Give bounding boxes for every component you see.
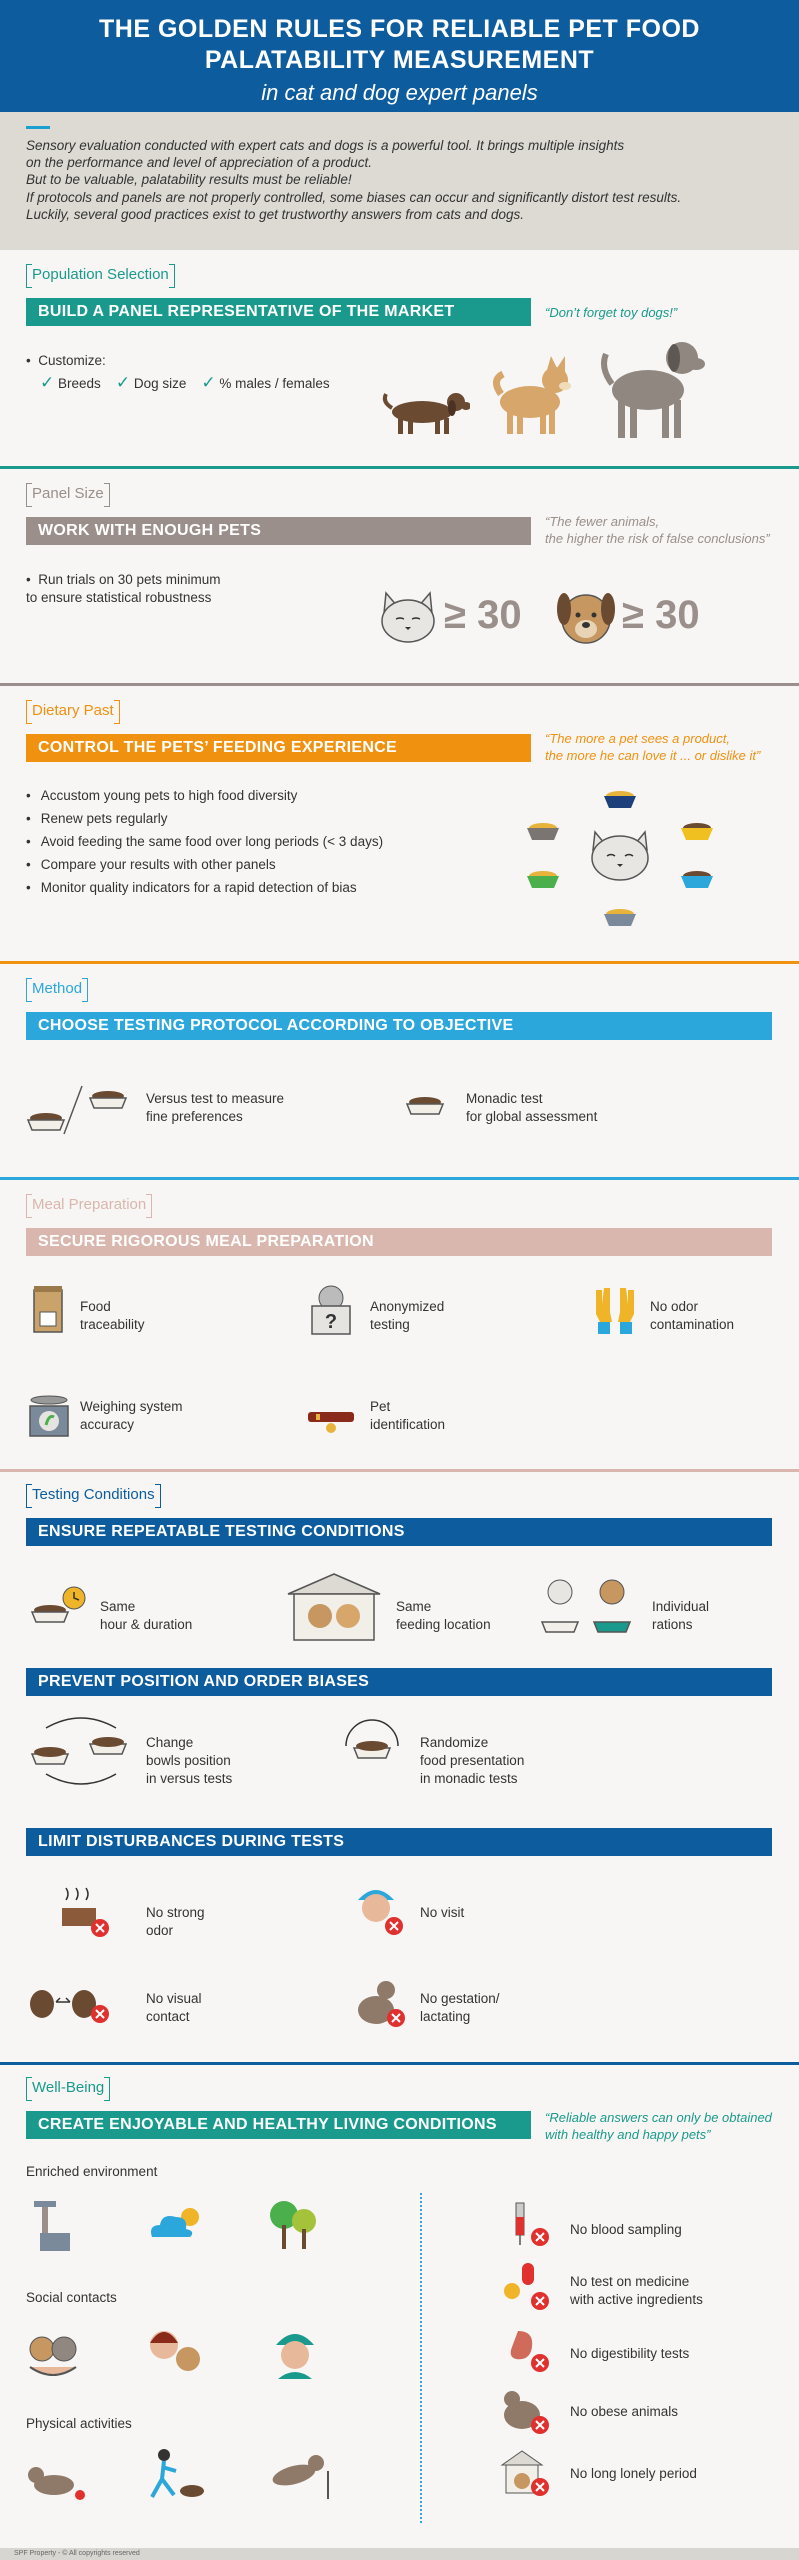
section-label: Dietary Past <box>26 700 120 722</box>
dachshund-icon <box>380 380 470 440</box>
bullet-item: • Renew pets regularly <box>26 807 383 830</box>
enriched-heading: Enriched environment <box>26 2164 158 2179</box>
disturbance-item-text: No visit <box>420 1905 465 1920</box>
section-banner: SECURE RIGOROUS MEAL PREPARATION <box>26 1228 772 1256</box>
cat-with-food-bowls-icon <box>525 786 715 936</box>
meal-item-text: Food traceability <box>80 1299 145 1332</box>
monadic-test-bowl-icon <box>400 1092 450 1122</box>
weather-icon <box>144 2203 208 2243</box>
check-icon: ✓ <box>40 373 55 392</box>
shiba-dog-icon <box>485 350 575 440</box>
section-label: Panel Size <box>26 483 110 505</box>
page-header <box>0 0 799 112</box>
bullet-item: • Monitor quality indicators for a rapid detection of bias <box>26 876 383 899</box>
bullet-item: • Avoid feeding the same food over long periods (< 3 days) <box>26 830 383 853</box>
section-banner: CREATE ENJOYABLE AND HEALTHY LIVING CONDITIONS <box>26 2111 531 2139</box>
cat-tree-icon <box>30 2197 74 2253</box>
section-population <box>0 250 799 468</box>
section-quote: “Reliable answers can only be obtained with healthy and happy pets” <box>545 2110 772 2142</box>
intro-line: Luckily, several good practices exist to get trustworthy answers from cats and dogs. <box>26 206 524 222</box>
intro-line: But to be valuable, palatability results must be reliable! <box>26 172 352 188</box>
lonely-pet-house-icon <box>500 2449 552 2497</box>
cat-face-icon <box>378 589 438 645</box>
pet-collar-icon <box>306 1408 356 1436</box>
meal-item-text: Anonymized testing <box>370 1299 445 1332</box>
section-banner: CHOOSE TESTING PROTOCOL ACCORDING TO OBJECTIVE <box>26 1012 772 1040</box>
dietary-bullet-list <box>26 784 383 899</box>
section-label: Population Selection <box>26 264 175 286</box>
randomize-bowl-icon <box>338 1716 408 1776</box>
check-list <box>40 374 330 393</box>
visitor-icon <box>352 1882 408 1938</box>
no-item-text: No blood sampling <box>570 2222 682 2237</box>
versus-test-bowls-icon <box>24 1080 136 1136</box>
meal-item-text: No odor contamination <box>650 1299 735 1332</box>
section-quote: “Don’t forget toy dogs!” <box>545 305 678 320</box>
medicine-icon <box>502 2261 552 2311</box>
intro-line: on the performance and level of appreciation of a product. <box>26 155 372 171</box>
section-label: Testing Conditions <box>26 1484 161 1506</box>
monadic-test-text: Monadic test for global assessment <box>466 1091 598 1124</box>
intro-line: Sensory evaluation conducted with expert cats and dogs is a powerful tool. It brings multiple insights <box>26 138 625 153</box>
check-item: % males / females <box>219 376 330 391</box>
customize-text: • Customize: <box>26 353 106 368</box>
section-method <box>0 964 799 1174</box>
section-label: Well-Being <box>26 2077 110 2099</box>
repeat-item-text: Same hour & duration <box>100 1599 193 1632</box>
dog-jumping-icon <box>264 2451 334 2501</box>
digestion-icon <box>504 2325 552 2373</box>
intro-box <box>0 112 799 250</box>
section-banner: CONTROL THE PETS’ FEEDING EXPERIENCE <box>26 734 531 762</box>
section-testing <box>0 1472 799 2062</box>
section-panel-size <box>0 469 799 684</box>
anonymized-bowl-icon <box>308 1284 354 1336</box>
food-bag-icon <box>30 1284 66 1334</box>
check-icon: ✓ <box>115 373 131 392</box>
obese-cat-icon <box>500 2387 552 2435</box>
intro-line: If protocols and panels are not properly controlled, some biases can occur and significantly distort test results. <box>26 189 682 205</box>
disturbance-item-text: No visual contact <box>146 1991 202 2024</box>
footer: SPF Property - © All copyrights reserved <box>0 2548 799 2560</box>
no-item-text: No test on medicine with active ingredients <box>570 2274 703 2307</box>
question-mark-icon: ? <box>324 1311 338 1333</box>
panel-size-text: • Run trials on 30 pets minimum to ensure statistical robustness <box>26 572 221 605</box>
no-item-text: No long lonely period <box>570 2466 697 2481</box>
section-quote: “The more a pet sees a product, the more he can love it ... or dislike it” <box>545 731 761 763</box>
section-banner: BUILD A PANEL REPRESENTATIVE OF THE MARKET <box>26 298 531 326</box>
cat-count: ≥ 30 <box>444 593 522 637</box>
swap-bowls-icon <box>26 1716 136 1786</box>
section-banner: LIMIT DISTURBANCES DURING TESTS <box>26 1828 772 1856</box>
syringe-icon <box>506 2199 552 2249</box>
bullet-item: • Compare your results with other panels <box>26 853 383 876</box>
meal-item-text: Pet identification <box>370 1399 446 1432</box>
cat-playing-icon <box>26 2455 90 2505</box>
individual-rations-icon <box>538 1574 638 1642</box>
trees-icon <box>268 2195 320 2253</box>
no-item-text: No digestibility tests <box>570 2346 690 2361</box>
disturbance-item-text: No gestation/ lactating <box>420 1991 500 2024</box>
section-banner: PREVENT POSITION AND ORDER BIASES <box>26 1668 772 1696</box>
title-line-2: PALATABILITY MEASUREMENT <box>204 46 595 74</box>
social-heading: Social contacts <box>26 2290 117 2305</box>
no-item-text: No obese animals <box>570 2404 679 2419</box>
section-banner: ENSURE REPEATABLE TESTING CONDITIONS <box>26 1518 772 1546</box>
title-line-1: THE GOLDEN RULES FOR RELIABLE PET FOOD <box>99 15 700 43</box>
house-with-pets-icon <box>284 1572 384 1642</box>
pregnant-cat-icon <box>350 1976 410 2028</box>
check-item: Breeds <box>58 376 101 391</box>
check-item: Dog size <box>133 376 187 391</box>
section-label: Method <box>26 978 88 1000</box>
section-wellbeing <box>0 2065 799 2545</box>
scale-icon <box>26 1392 72 1438</box>
person-running-with-dog-icon <box>146 2447 210 2505</box>
hands-with-pets-icon <box>26 2327 80 2381</box>
bowl-with-clock-icon <box>26 1584 90 1628</box>
section-label: Meal Preparation <box>26 1194 152 1216</box>
bias-item-text: Randomize food presentation in monadic tests <box>420 1735 525 1786</box>
repeat-item-text: Same feeding location <box>396 1599 491 1632</box>
gloves-icon <box>592 1284 638 1336</box>
subtitle: in cat and dog expert panels <box>261 80 538 105</box>
dog-count: ≥ 30 <box>622 593 700 637</box>
column-separator <box>420 2193 422 2523</box>
person-with-dog-icon <box>146 2323 206 2379</box>
section-meal <box>0 1180 799 1470</box>
check-icon: ✓ <box>201 373 216 392</box>
section-quote: “The fewer animals, the higher the risk of false conclusions” <box>545 514 770 546</box>
section-dietary <box>0 686 799 962</box>
meal-item-text: Weighing system accuracy <box>80 1399 183 1432</box>
odor-food-icon <box>58 1884 114 1940</box>
intro-accent-bar <box>26 126 50 129</box>
large-dog-icon <box>590 328 710 448</box>
bullet-item: • Accustom young pets to high food diversity <box>26 784 383 807</box>
visual-contact-icon <box>26 1980 112 2026</box>
dog-face-icon <box>556 587 616 647</box>
section-banner: WORK WITH ENOUGH PETS <box>26 517 531 545</box>
caretaker-icon <box>270 2325 320 2379</box>
disturbance-item-text: No strong odor <box>146 1905 205 1938</box>
repeat-item-text: Individual rations <box>652 1599 710 1632</box>
versus-test-text: Versus test to measure fine preferences <box>146 1091 285 1124</box>
physical-heading: Physical activities <box>26 2416 132 2431</box>
bowl-icon <box>604 791 636 808</box>
bias-item-text: Change bowls position in versus tests <box>146 1735 233 1786</box>
